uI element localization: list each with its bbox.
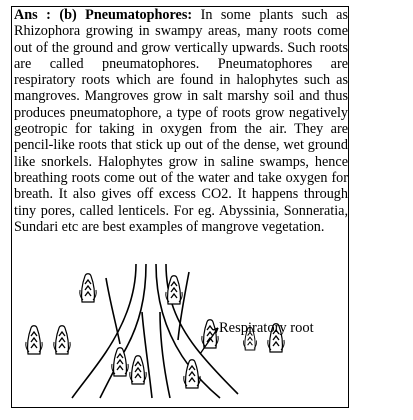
answer-text xyxy=(14,7,348,235)
respiratory-root-label: Respiratory root xyxy=(219,320,314,336)
answer-body: In some plants such as Rhizophora growing in swampy areas, many roots come out of the ground and grow vertically upwards. Such roots are called pneumatophores. Pneumatophores are respiratory roots which are found in halophytes such as mangroves. Mangroves grow in salt marshy soil and thus produces pneumatophore, a type of roots grow negatively geotropic for taking in oxygen from the air. They are pencil-like roots that stick up out of the dense, wet ground like snorkels. Halophytes grow in saline swamps, hence breathing roots come out of the water and take oxygen for breath. It also gives off excess CO2. It happens through tiny pores, called lenticels. For eg. Abyssinia, Sonneratia, Sundari etc are best examples of mangrove vegetation. xyxy=(14,7,349,235)
answer-heading: Ans : (b) Pneumatophores: xyxy=(14,7,193,23)
